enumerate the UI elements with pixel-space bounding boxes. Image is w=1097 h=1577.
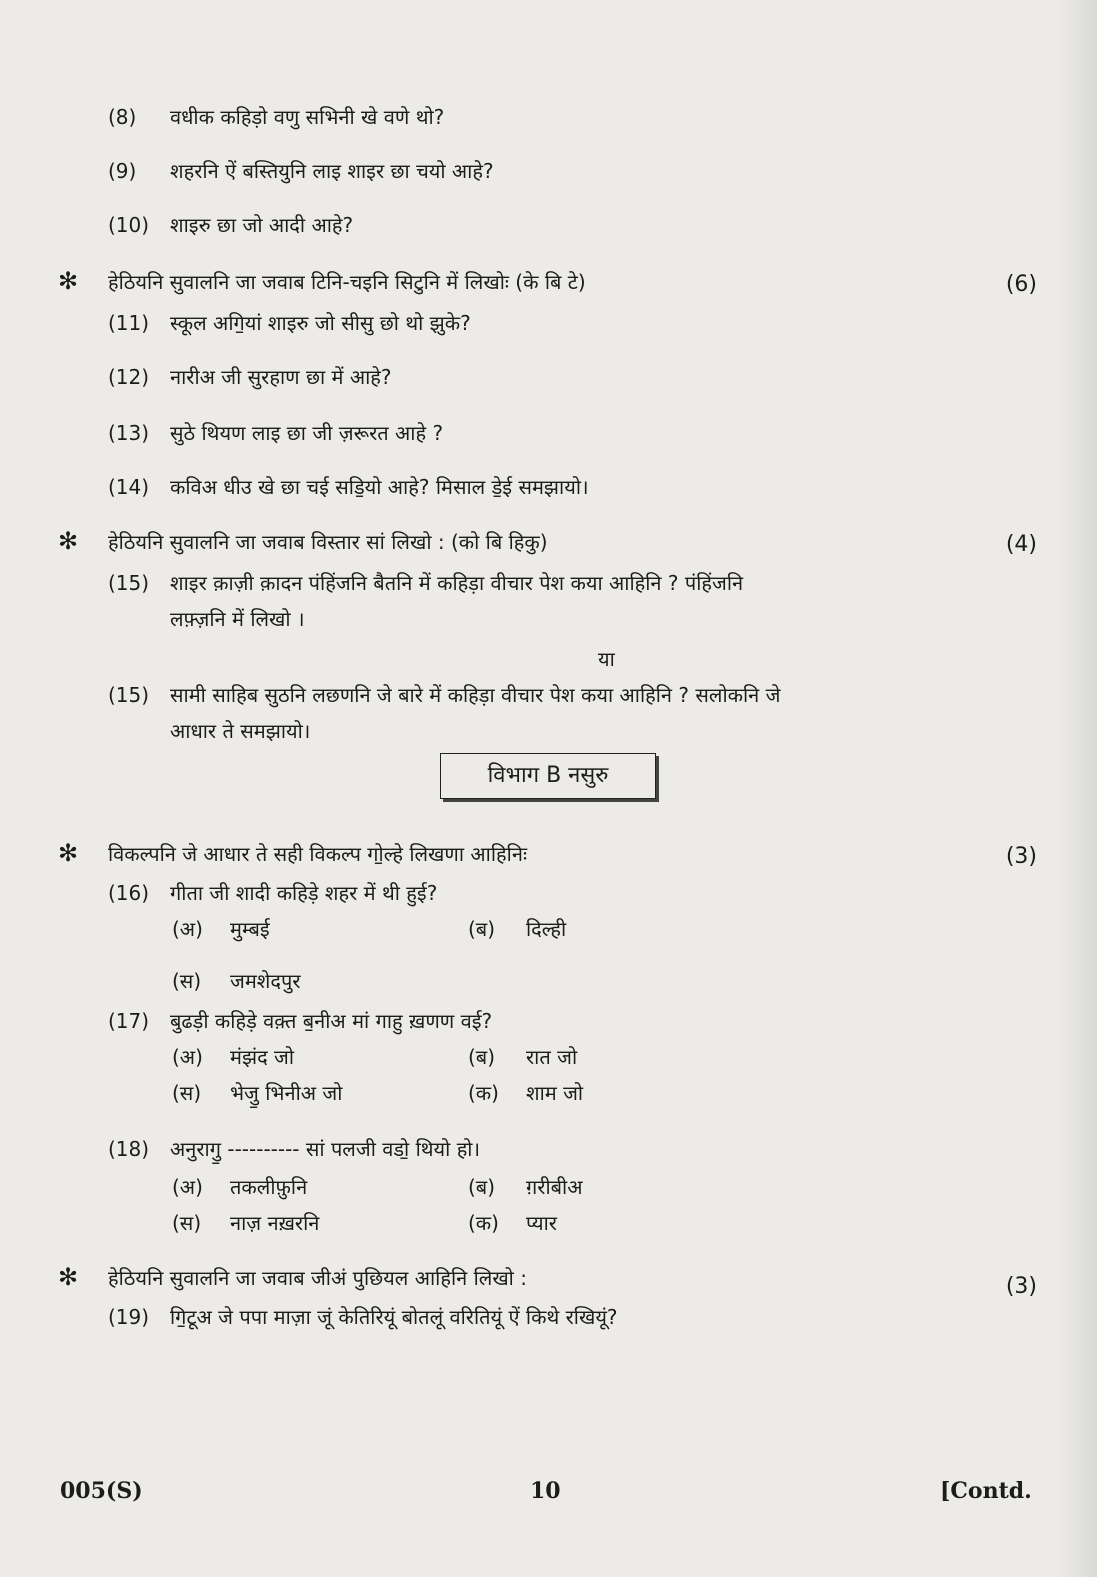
page-number: 10 [530,1478,561,1504]
question-15a: (15) शाइर क़ाज़ी क़ादन पंहिंजनि बैतनि में कहिड़ा वीचार पेश कया आहिनि ? पंहिंजनि [108,571,744,595]
option: (स) नाज़ नख़रनि [172,1211,320,1235]
question-10: (10) शाइरु छा जो आदी आहे? [108,213,354,237]
option: (ब) दिल्ही [468,917,567,941]
asterisk-icon: ✻ [58,839,79,867]
section-instruction-short: ✻ हेठियनि सुवालनि जा जवाब टिनि-चइनि सिटुनि में लिखोः (के बि टे) [58,267,586,295]
option: (अ) मंझंद जो [172,1045,295,1069]
asterisk-icon: ✻ [58,527,79,555]
option: (ब) ग़रीबीअ [468,1175,583,1199]
marks-label: (6) [1005,272,1037,297]
question-15a-line2: लफ़्ज़नि में लिखो । [170,607,305,631]
option: (स) जमशेदपुर [172,969,301,993]
page-fold-shadow [1057,0,1097,1577]
question-14: (14) कविअ धीउ खे छा चई सडि॒यो आहे? मिसाल डे॒ई समझायो। [108,475,589,499]
marks-label: (4) [1005,532,1037,557]
question-11: (11) स्कूल अगि॒यां शाइरु जो सीसु छो थो झुके? [108,311,471,335]
or-separator: या [598,647,615,671]
section-instruction-long: ✻ हेठियनि सुवालनि जा जवाब विस्तार सां लिखो : (को बि हिकु) [58,527,548,555]
asterisk-icon: ✻ [58,1263,79,1291]
question-19: (19) गि॒टूअ जे पपा माज़ा जूं केतिरियूं बोतलूं वरितियूं ऐं किथे रखियूं? [108,1305,618,1329]
question-17: (17) बुढड़ी कहिड़े वक़्त ब॒नीअ मां गाहु ख़णण वई? [108,1009,493,1033]
option: (क) प्यार [468,1211,557,1235]
question-18: (18) अनुरागु॒ ---------- सां पलजी वडो॒ थियो हो। [108,1137,481,1161]
question-15b-line2: आधार ते समझायो। [170,719,311,743]
continued-label: [Contd. [940,1478,1032,1504]
marks-label: (3) [1005,1274,1037,1299]
option: (ब) रात जो [468,1045,578,1069]
question-16: (16) गीता जी शादी कहिड़े शहर में थी हुई? [108,881,438,905]
option: (अ) मुम्बई [172,917,270,941]
section-instruction-mcq: ✻ विकल्पनि जे आधार ते सही विकल्प गो॒ल्हे लिखणा आहिनिः [58,839,527,867]
asterisk-icon: ✻ [58,267,79,295]
question-13: (13) सुठे थियण लाइ छा जी ज़रूरत आहे ? [108,421,444,445]
question-12: (12) नारीअ जी सुरहाण छा में आहे? [108,365,392,389]
option: (स) भेजु॒ भिनीअ जो [172,1081,343,1105]
option: (अ) तकलीफ़ुनि [172,1175,308,1199]
question-9: (9) शहरनि ऐं बस्तियुनि लाइ शाइर छा चयो आहे? [108,159,494,183]
paper-code: 005(S) [60,1478,143,1504]
question-8: (8) वधीक कहिड़ो वणु सभिनी खे वणे थो? [108,105,445,129]
option: (क) शाम जो [468,1081,584,1105]
marks-label: (3) [1005,844,1037,869]
question-15b: (15) सामी साहिब सुठनि लछणनि जे बारे में कहिड़ा वीचार पेश कया आहिनि ? सलोकनि जे [108,683,781,707]
section-instruction-answer: ✻ हेठियनि सुवालनि जा जवाब जीअं पुछियल आहिनि लिखो : [58,1263,527,1291]
section-title-box: विभाग B नसुरु [440,753,656,799]
